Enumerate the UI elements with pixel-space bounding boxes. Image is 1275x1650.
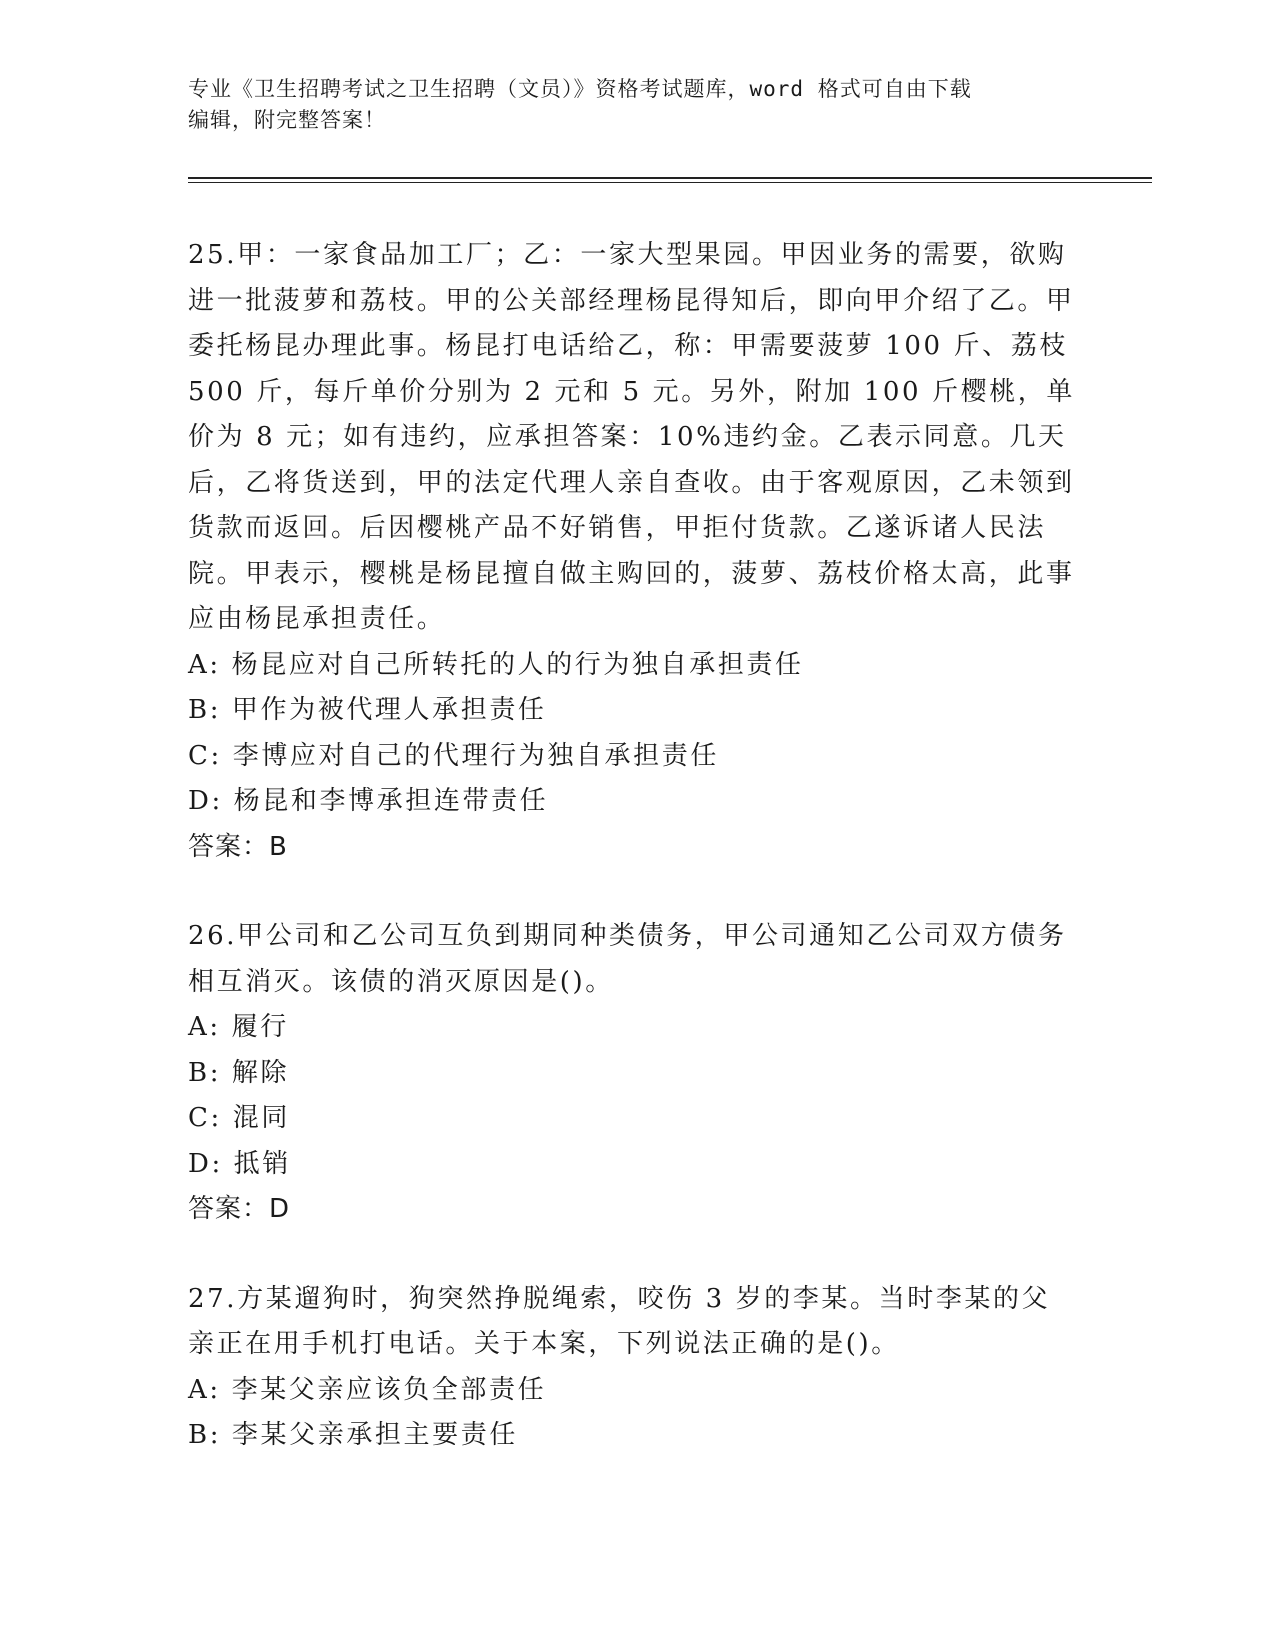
option-d: D: 抵销 <box>188 1148 291 1179</box>
option-c: C: 李博应对自己的代理行为独自承担责任 <box>188 740 719 771</box>
question-text: 26.甲公司和乙公司互负到期同种类债务，甲公司通知乙公司双方债务相互消灭。该债的消灭原因是()。 <box>188 921 1067 997</box>
question-list <box>188 233 1078 1459</box>
spacer <box>188 870 1078 914</box>
option-c: C: 混同 <box>188 1103 290 1133</box>
option-a: A: 履行 <box>188 1012 289 1042</box>
header-line-1: 专业《卫生招聘考试之卫生招聘（文员）》资格考试题库，word 格式可自由下载 <box>188 77 972 101</box>
question-text: 27.方某遛狗时，狗突然挣脱绳索，咬伤 3 岁的李某。当时李某的父亲正在用手机打电话。关于本案，下列说法正确的是()。 <box>188 1283 1051 1359</box>
header-line-2: 编辑，附完整答案！ <box>188 108 386 132</box>
question-text: 25.甲：一家食品加工厂；乙：一家大型果园。甲因业务的需要，欲购进一批菠萝和荔枝。甲的公关部经理杨昆得知后，即向甲介绍了乙。甲委托杨昆办理此事。杨昆打电话给乙，称：甲需要菠萝 100 斤、荔枝 500 斤，每斤单价分别为 2 元和 5 元。另外，附加 100 斤樱桃，单价为 8 元；如有违约，应承担答案：10%违约金。乙表示同意。几天后，乙将货送到，甲的法定代理人亲自查收。由于客观原因，乙未领到货款而返回。后因樱桃产品不好销售，甲拒付货款。乙遂诉诸人民法院。甲表示，樱桃是杨昆擅自做主购回的，菠萝、荔枝价格太高，此事应由杨昆承担责任。 <box>188 240 1075 634</box>
option-a: A: 李某父亲应该负全部责任 <box>188 1374 547 1405</box>
header-divider-thin <box>188 182 1152 183</box>
option-b: B: 解除 <box>188 1057 290 1088</box>
answer-line: 答案：D <box>188 1194 291 1224</box>
question-26 <box>188 914 1078 1233</box>
document-header <box>188 74 1068 136</box>
question-25 <box>188 233 1078 870</box>
option-a: A: 杨昆应对自己所转托的人的行为独自承担责任 <box>188 649 804 680</box>
header-divider-thick <box>188 177 1152 179</box>
question-27 <box>188 1277 1078 1459</box>
option-b: B: 李某父亲承担主要责任 <box>188 1420 518 1450</box>
option-b: B: 甲作为被代理人承担责任 <box>188 695 547 725</box>
option-d: D: 杨昆和李博承担连带责任 <box>188 786 549 816</box>
answer-line: 答案：B <box>188 831 288 862</box>
spacer <box>188 1233 1078 1277</box>
